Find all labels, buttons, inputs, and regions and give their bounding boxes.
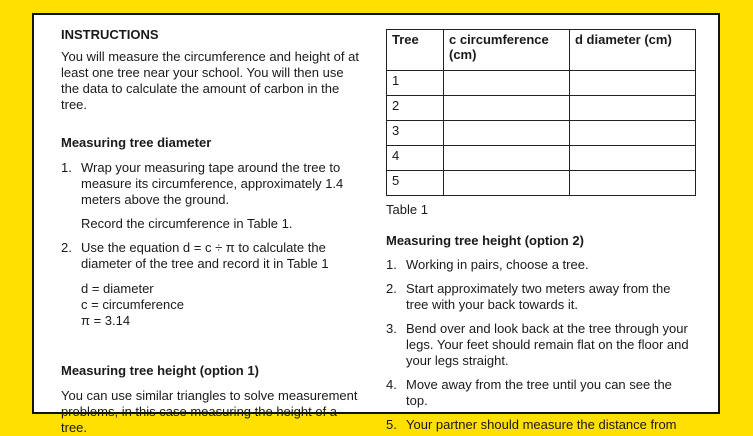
tree-number: 3 bbox=[387, 121, 444, 146]
step-number: 3. bbox=[386, 321, 397, 336]
height-step-2 bbox=[386, 281, 696, 313]
circumference-cell[interactable] bbox=[444, 71, 570, 96]
step-text: Working in pairs, choose a tree. bbox=[406, 257, 589, 272]
diameter-cell[interactable] bbox=[570, 71, 696, 96]
step-number: 1. bbox=[386, 257, 397, 272]
diameter-step-1 bbox=[61, 160, 361, 208]
height-step-4 bbox=[386, 377, 696, 409]
step-number: 4. bbox=[386, 377, 397, 392]
step-number: 2. bbox=[61, 240, 72, 255]
height-step-5 bbox=[386, 417, 696, 433]
step-number: 1. bbox=[61, 160, 72, 175]
circumference-cell[interactable] bbox=[444, 171, 570, 196]
table-row bbox=[387, 121, 696, 146]
height-step-1 bbox=[386, 257, 696, 273]
diameter-cell[interactable] bbox=[570, 121, 696, 146]
tree-number: 4 bbox=[387, 146, 444, 171]
diameter-heading: Measuring tree diameter bbox=[61, 135, 212, 150]
step-text: Bend over and look back at the tree through your legs. Your feet should remain flat on the floor and your legs straight. bbox=[406, 321, 689, 368]
step-text: Wrap your measuring tape around the tree to measure its circumference, approximately 1.4 meters above the ground. bbox=[81, 160, 344, 207]
definitions bbox=[81, 281, 361, 329]
header-circumference: c circumference (cm) bbox=[444, 30, 570, 71]
step-text: Move away from the tree until you can see the top. bbox=[406, 377, 672, 408]
height-option2-heading: Measuring tree height (option 2) bbox=[386, 233, 584, 248]
table-row bbox=[387, 171, 696, 196]
diameter-step-2 bbox=[61, 240, 361, 272]
step-text: Use the equation d = c ÷ π to calculate the diameter of the tree and record it in Table 1 bbox=[81, 240, 329, 271]
table-row bbox=[387, 96, 696, 121]
intro-paragraph: You will measure the circumference and height of at least one tree near your school. You will then use the data to calculate the amount of carbon in the tree. bbox=[61, 49, 359, 112]
right-column bbox=[386, 29, 696, 433]
tree-number: 5 bbox=[387, 171, 444, 196]
diameter-cell[interactable] bbox=[570, 171, 696, 196]
table-caption: Table 1 bbox=[386, 202, 428, 217]
table-header-row bbox=[387, 30, 696, 71]
circumference-cell[interactable] bbox=[444, 146, 570, 171]
circumference-cell[interactable] bbox=[444, 96, 570, 121]
tree-number: 2 bbox=[387, 96, 444, 121]
height-option2-steps bbox=[386, 257, 696, 433]
diameter-cell[interactable] bbox=[570, 96, 696, 121]
worksheet-card bbox=[32, 13, 720, 435]
height-option1-heading: Measuring tree height (option 1) bbox=[61, 363, 259, 378]
table-row bbox=[387, 71, 696, 96]
tree-number: 1 bbox=[387, 71, 444, 96]
step-text: Your partner should measure the distance from bbox=[406, 417, 677, 432]
diameter-cell[interactable] bbox=[570, 146, 696, 171]
circumference-cell[interactable] bbox=[444, 121, 570, 146]
step-number: 5. bbox=[386, 417, 397, 432]
header-tree: Tree bbox=[387, 30, 444, 71]
record-note: Record the circumference in Table 1. bbox=[81, 216, 293, 231]
definition-c: c = circumference bbox=[81, 297, 184, 312]
step-number: 2. bbox=[386, 281, 397, 296]
definition-pi: π = 3.14 bbox=[81, 313, 131, 328]
instructions-heading: INSTRUCTIONS bbox=[61, 27, 159, 42]
step-text: Start approximately two meters away from the tree with your back towards it. bbox=[406, 281, 671, 312]
height-step-3 bbox=[386, 321, 696, 369]
measurements-table bbox=[386, 29, 696, 196]
definition-d: d = diameter bbox=[81, 281, 154, 296]
diameter-steps bbox=[61, 160, 361, 329]
table-row bbox=[387, 146, 696, 171]
height-option1-text: You can use similar triangles to solve measurement problems, in this case measuring the height of a tree. bbox=[61, 388, 358, 435]
left-column bbox=[61, 27, 361, 436]
header-diameter: d diameter (cm) bbox=[570, 30, 696, 71]
